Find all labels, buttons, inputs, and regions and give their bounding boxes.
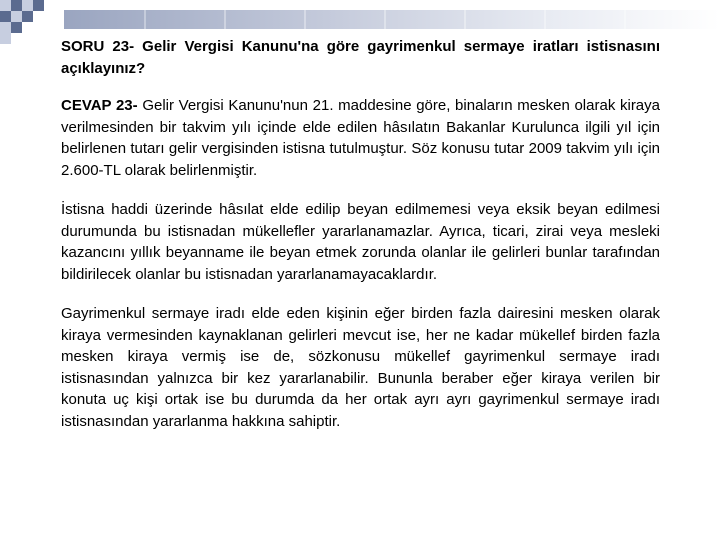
slide-header-decoration [0, 0, 720, 40]
question-heading: SORU 23- Gelir Vergisi Kanunu'na göre gayrimenkul sermaye iratları istisnasını açıklayınız? [61, 38, 660, 77]
checker-square [22, 11, 33, 22]
answer-paragraph-1 [61, 95, 660, 181]
slide-content [61, 36, 660, 432]
answer-paragraph-2: İstisna haddi üzerinde hâsılat elde edilip beyan edilmemesi veya eksik beyan edilmesi durumunda bu istisnadan mükellefler yararlanamazlar. Ayrıca, ticari, zirai veya mesleki kazancını yıllık beyanname ile beyan etmek zorunda olanlar ile gelirleri bunlar tarafından bildirilecek olanlar bu istisnadan yararlanamayacaklardır. [61, 201, 660, 283]
checker-square [22, 0, 33, 11]
answer-paragraph-1-text: Gelir Vergisi Kanunu'nun 21. maddesine göre, binaların mesken olarak kiraya verilmesinden bir takvim yılı içinde elde edilen hâsılatın Bakanlar Kurulunca ilgili yıl için belirlenen tutarı gelir vergisinden istisna tutulmuştur. Söz konusu tutar 2009 takvim yılı için 2.600-TL olarak belirlenmiştir. [61, 97, 660, 179]
checker-square [11, 22, 22, 33]
answer-paragraph-3: Gayrimenkul sermaye iradı elde eden kişinin eğer birden fazla dairesini mesken olarak kiraya vermesinden kaynaklanan gelirleri mevcut ise, her ne kadar mükellef birden fazla mesken kiraya vermiş ise de, sözkonusu mükellef gayrimenkul sermaye iradı istisnasından yalnızca bir kez yararlanabilir. Bununla beraber eğer kiraya verilen bir konuta uç kişi ortak ise bu durumda da her ortak ayrı ayrı gayrimenkul sermaye iradı istisnasından yararlanma hakkına sahiptir. [61, 305, 660, 430]
checker-square [0, 33, 11, 44]
checker-square [0, 0, 11, 11]
checker-square [0, 22, 11, 33]
checker-square [11, 11, 22, 22]
checker-square [0, 11, 11, 22]
checker-square [33, 0, 44, 11]
checker-square [11, 0, 22, 11]
header-gradient-bar [64, 10, 720, 29]
answer-lead: CEVAP 23- [61, 97, 138, 114]
